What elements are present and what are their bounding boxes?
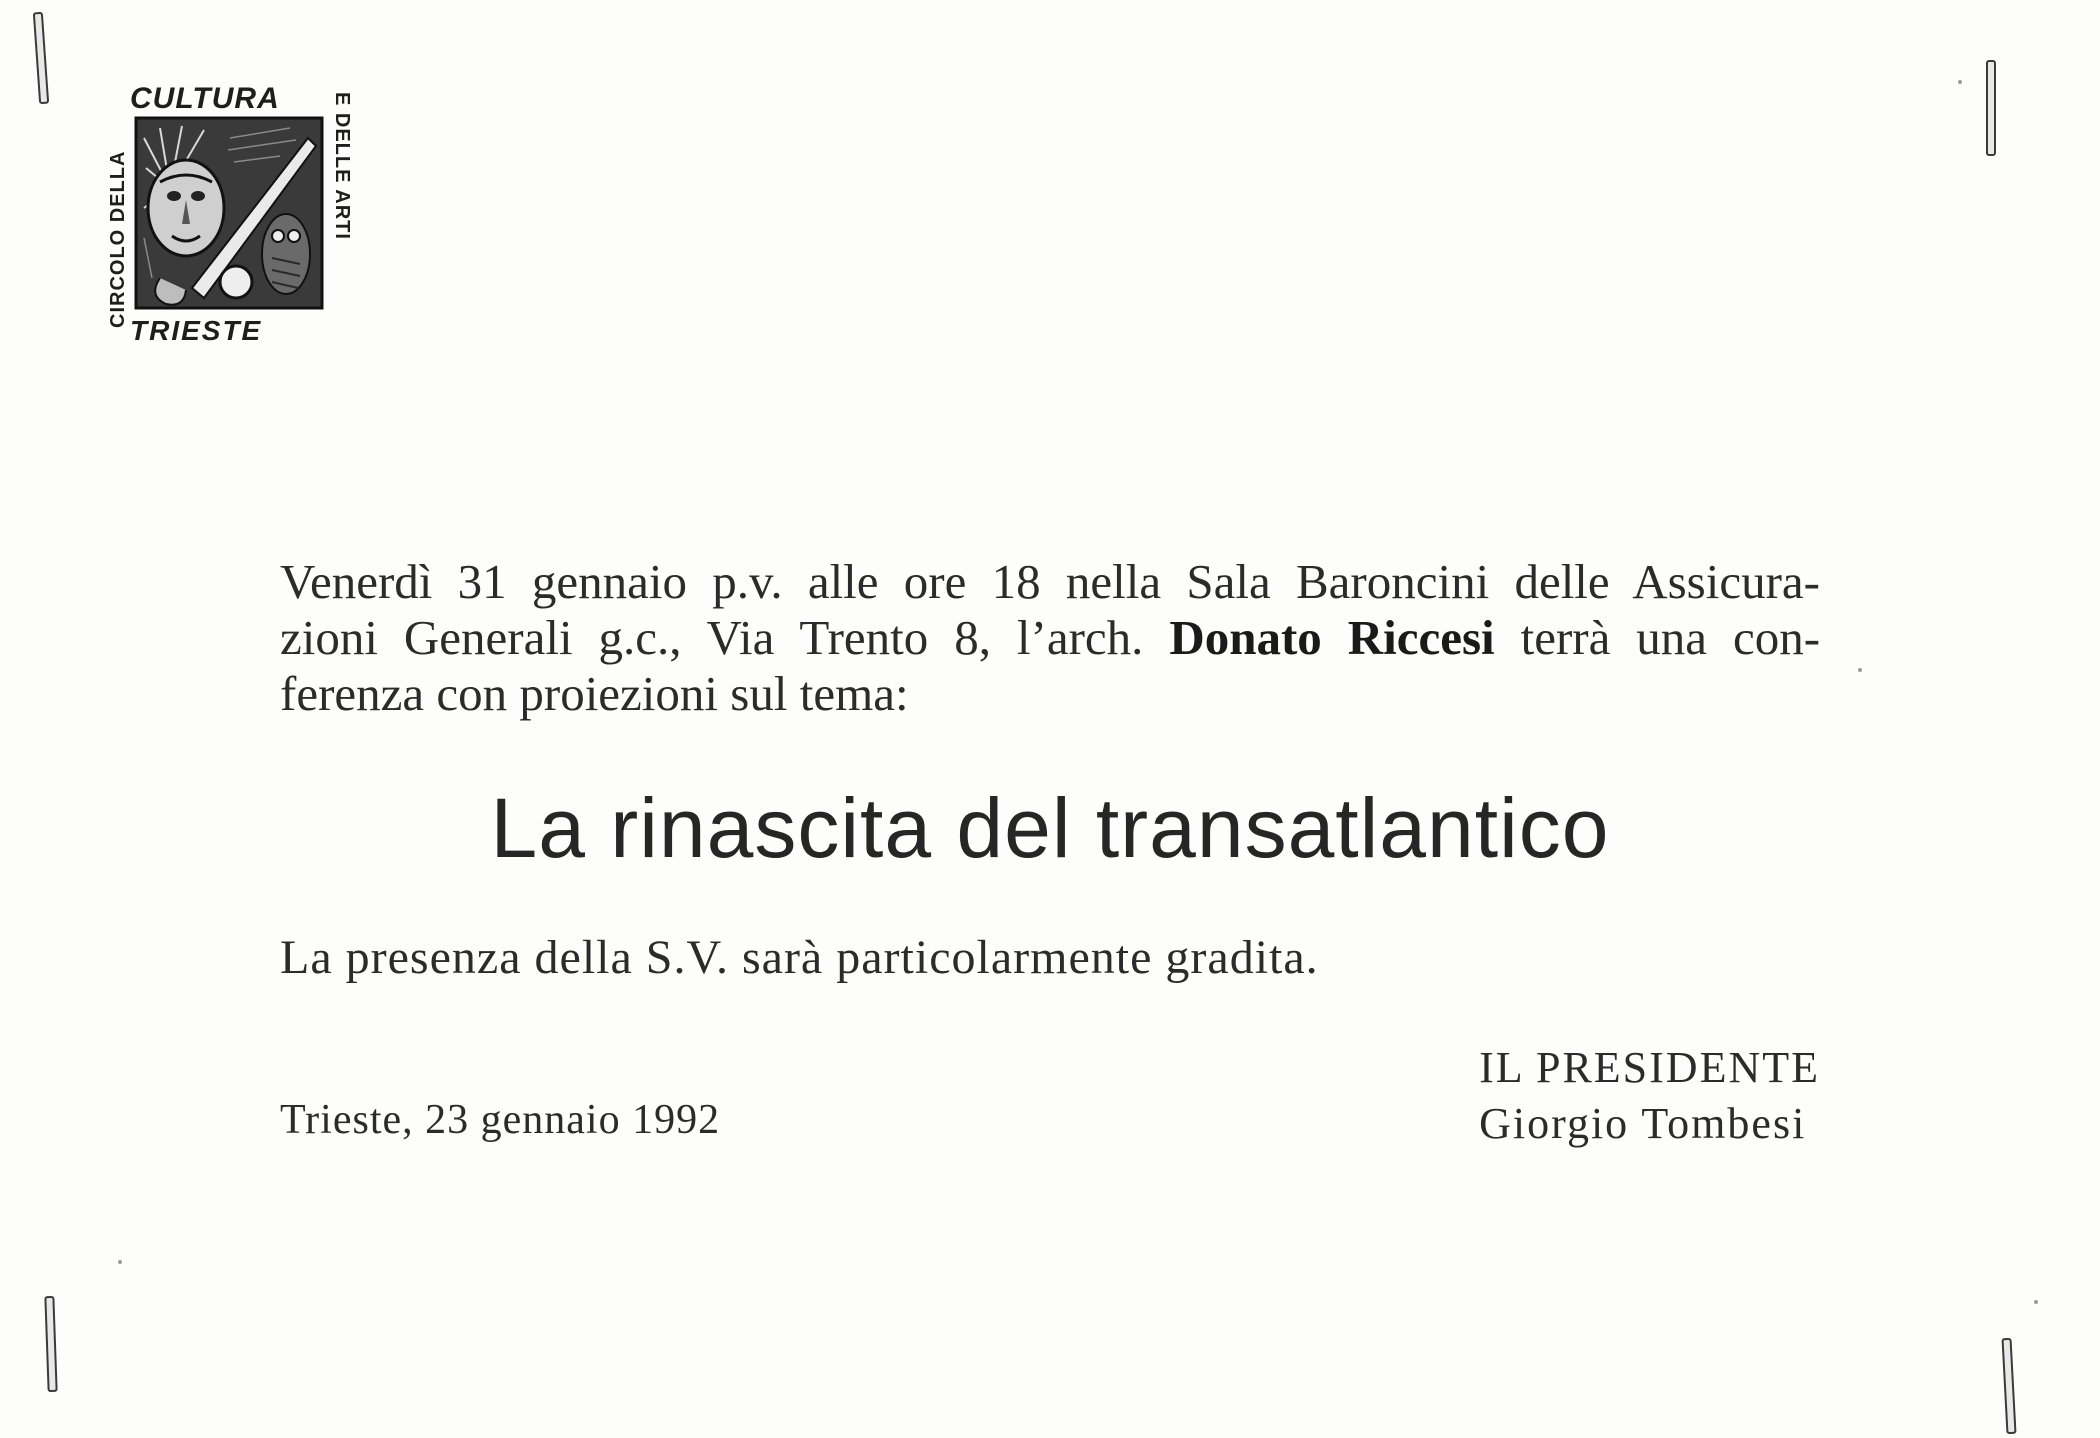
invitation-text [280, 554, 1820, 722]
lecture-title: La rinascita del transatlantico [490, 781, 1610, 875]
logo-text-top: CULTURA [130, 82, 280, 115]
staple-mark [44, 1296, 57, 1392]
place-date: Trieste, 23 gennaio 1992 [280, 1097, 721, 1143]
logo-text-left: CIRCOLO DELLA [107, 150, 129, 328]
invitation-line-2-start: zioni Generali g.c., Via Trento 8, l’arch. [280, 610, 1144, 665]
paper-speck [2034, 1300, 2038, 1304]
woodcut-emblem-icon [100, 78, 360, 348]
circolo-logo [100, 78, 360, 348]
invitation-line-1: Venerdì 31 gennaio p.v. alle ore 18 nella Sala Baroncini delle Assicura- [280, 554, 1820, 609]
staple-mark [1986, 60, 1996, 156]
invitation-line-3: ferenza con proiezioni sul tema: [280, 666, 909, 721]
logo-text-right: E DELLE ARTI [331, 92, 353, 240]
invitation-line-2 [280, 610, 1820, 666]
president-name: Giorgio Tombesi [1479, 1099, 1807, 1148]
president-title: IL PRESIDENTE [1479, 1043, 1820, 1092]
logo-text-bottom: TRIESTE [130, 315, 263, 346]
staple-mark [2001, 1338, 2016, 1434]
paper-speck [118, 1260, 122, 1264]
speaker-name: Donato Riccesi [1169, 610, 1495, 665]
paper-speck [1958, 80, 1962, 84]
signature-block [1479, 1040, 1820, 1152]
presence-note: La presenza della S.V. sarà particolarmente gradita. [280, 931, 1319, 984]
invitation-line-2-end: terrà una con- [1520, 610, 1821, 665]
paper-speck [1858, 668, 1862, 672]
staple-mark [33, 12, 49, 104]
